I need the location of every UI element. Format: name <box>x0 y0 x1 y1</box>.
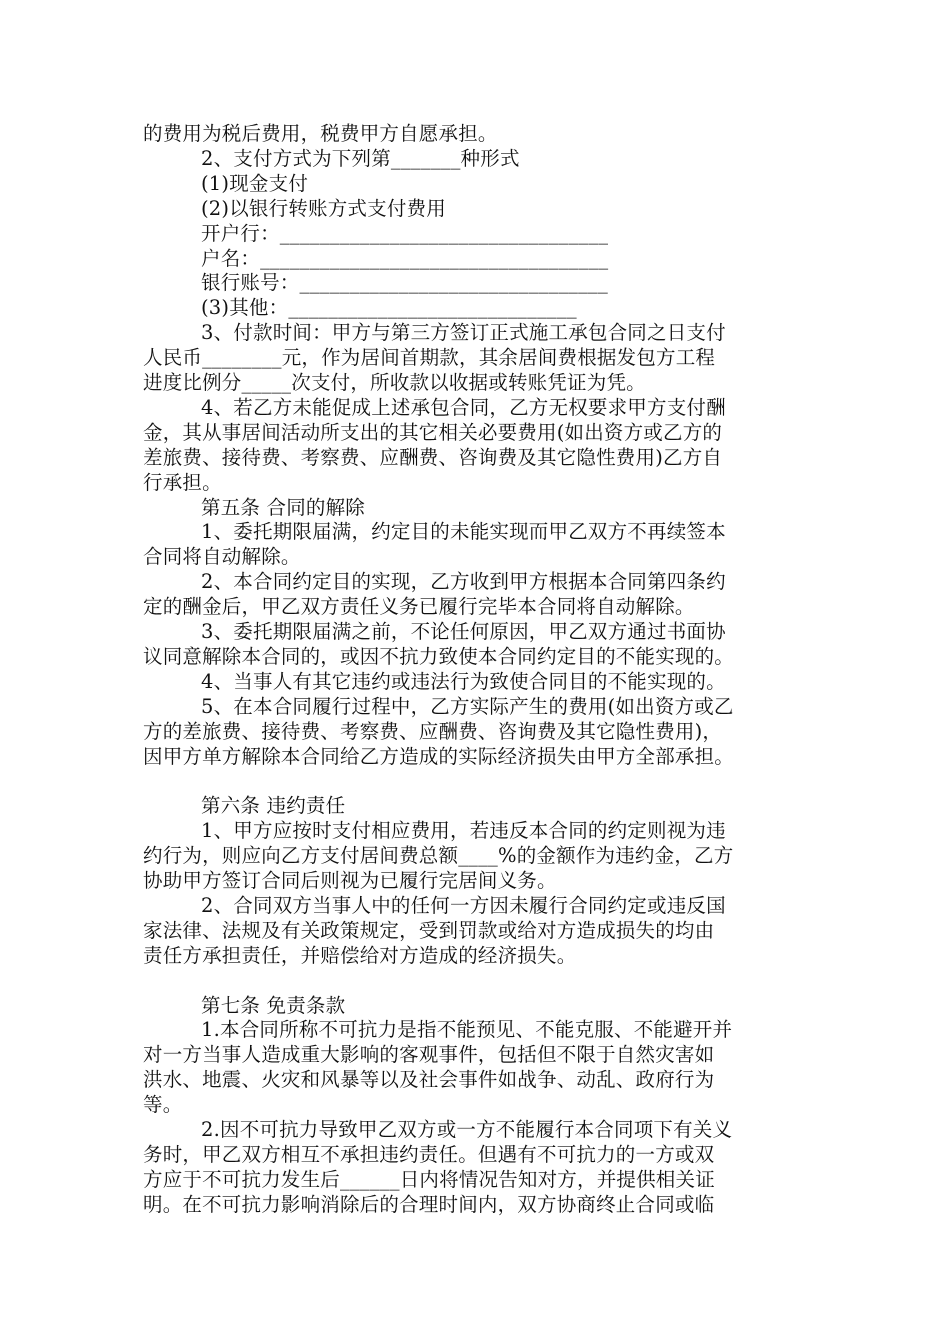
text-line: 人民币________元，作为居间首期款，其余居间费根据发包方工程 <box>143 346 716 370</box>
text-line: (1)现金支付 <box>201 171 309 195</box>
text-line: 洪水、地震、火灾和风暴等以及社会事件如战争、动乱、政府行为 <box>143 1068 715 1092</box>
text-line: (2)以银行转账方式支付费用 <box>201 196 446 220</box>
text-line: 差旅费、接待费、考察费、应酬费、咨询费及其它隐性费用)乙方自 <box>143 445 723 469</box>
text-line: 第七条 免责条款 <box>201 993 346 1017</box>
text-line: 5、在本合同履行过程中，乙方实际产生的费用(如出资方或乙 <box>201 694 734 718</box>
text-line: 4、当事人有其它违约或违法行为致使合同目的不能实现的。 <box>201 669 726 693</box>
text-line: 行承担。 <box>143 470 222 494</box>
text-line: 3、付款时间：甲方与第三方签订正式施工承包合同之日支付 <box>201 321 726 345</box>
text-line: 合同将自动解除。 <box>143 545 301 569</box>
text-line: 银行账号：_______________________________ <box>201 271 608 295</box>
text-line: 方应于不可抗力发生后______日内将情况告知对方，并提供相关证 <box>143 1167 715 1191</box>
text-line: 定的酬金后，甲乙双方责任义务已履行完毕本合同将自动解除。 <box>143 595 695 619</box>
text-line: 2.因不可抗力导致甲乙双方或一方不能履行本合同项下有关义 <box>201 1118 733 1141</box>
text-line: 1、甲方应按时支付相应费用，若违反本合同的约定则视为违 <box>201 819 726 843</box>
text-line: 明。在不可抗力影响消除后的合理时间内，双方协商终止合同或临 <box>143 1192 715 1216</box>
text-line: 务时，甲乙双方相互不承担违约责任。但遇有不可抗力的一方或双 <box>143 1142 715 1166</box>
text-line: 的费用为税后费用，税费甲方自愿承担。 <box>143 122 498 145</box>
text-line: 责任方承担责任，并赔偿给对方造成的经济损失。 <box>143 943 577 967</box>
text-line: 1、委托期限届满，约定目的未能实现而甲乙双方不再续签本 <box>201 520 726 544</box>
text-line: 协助甲方签订合同后则视为已履行完居间义务。 <box>143 869 557 892</box>
text-line: 议同意解除本合同的，或因不抗力致使本合同约定目的不能实现的。 <box>143 644 735 668</box>
text-line: 4、若乙方未能促成上述承包合同，乙方无权要求甲方支付酬 <box>201 395 726 419</box>
text-line: 2、支付方式为下列第_______种形式 <box>201 146 520 170</box>
text-line: 2、本合同约定目的实现，乙方收到甲方根据本合同第四条约 <box>201 570 726 594</box>
text-line: 第六条 违约责任 <box>201 794 346 818</box>
text-line: 2、合同双方当事人中的任何一方因未履行合同约定或违反国 <box>201 893 726 917</box>
text-line: 等。 <box>143 1093 183 1117</box>
text-line: (3)其他：_____________________________ <box>201 296 577 320</box>
text-line: 家法律、法规及有关政策规定，受到罚款或给对方造成损失的均由 <box>143 918 715 942</box>
text-line: 1.本合同所称不可抗力是指不能预见、不能克服、不能避开并 <box>201 1018 733 1042</box>
text-line: 开户行：_________________________________ <box>201 221 609 245</box>
text-line: 户名：___________________________________ <box>201 246 609 270</box>
text-line: 约行为，则应向乙方支付居间费总额____%的金额作为违约金，乙方 <box>143 844 734 868</box>
text-line: 对一方当事人造成重大影响的客观事件，包括但不限于自然灾害如 <box>143 1043 715 1067</box>
text-line: 3、委托期限届满之前，不论任何原因，甲乙双方通过书面协 <box>201 620 726 643</box>
text-line: 因甲方单方解除本合同给乙方造成的实际经济损失由甲方全部承担。 <box>143 744 735 768</box>
text-line: 进度比例分_____次支付，所收款以收据或转账凭证为凭。 <box>143 371 646 394</box>
text-line: 第五条 合同的解除 <box>201 495 365 519</box>
text-line: 金，其从事居间活动所支出的其它相关必要费用(如出资方或乙方的 <box>143 420 723 444</box>
text-line: 方的差旅费、接待费、考察费、应酬费、咨询费及其它隐性费用)， <box>143 719 723 743</box>
